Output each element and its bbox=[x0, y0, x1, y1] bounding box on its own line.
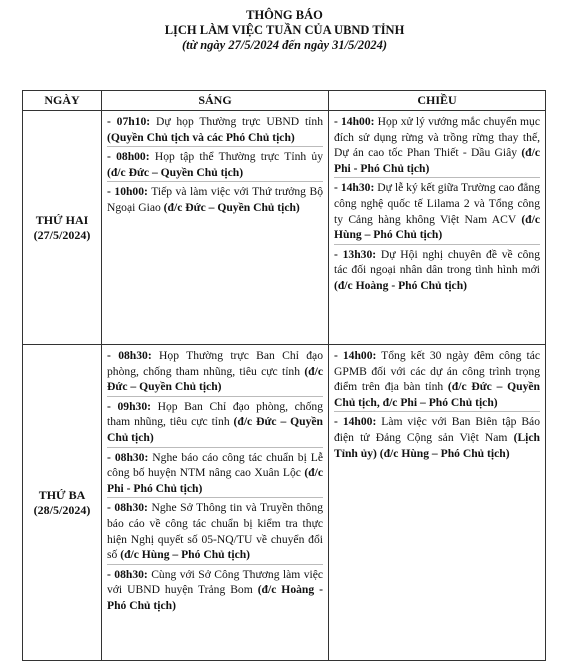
item-time: 14h00: bbox=[342, 349, 377, 362]
schedule-item bbox=[334, 348, 540, 412]
schedule-item bbox=[334, 247, 540, 295]
item-time: 14h00: bbox=[342, 415, 377, 429]
item-responsible: (đ/c Đức – Quyền Chủ tịch) bbox=[107, 165, 244, 179]
schedule-item bbox=[334, 114, 540, 178]
item-text: Dự Hội nghị chuyên đề về công tác đối ngoại nhân dân trong tình hình mới bbox=[334, 247, 540, 277]
item-time: 08h30: bbox=[114, 501, 148, 515]
item-time: 08h00: bbox=[116, 150, 150, 164]
item-bullet: - bbox=[107, 150, 117, 164]
item-bullet: - bbox=[334, 247, 343, 261]
day-cell bbox=[23, 111, 102, 345]
item-time: 13h30: bbox=[342, 247, 377, 261]
item-text: Cùng với Sở Công Thương làm việc với UBND huyện Trảng Bom bbox=[107, 567, 323, 597]
document-header bbox=[0, 0, 569, 53]
item-responsible: (Quyền Chủ tịch và các Phó Chủ tịch) bbox=[107, 130, 295, 144]
item-time: 09h30: bbox=[117, 399, 151, 413]
item-bullet: - bbox=[107, 450, 115, 464]
day-date: (27/5/2024) bbox=[33, 227, 91, 242]
day-cell bbox=[23, 345, 102, 661]
column-header-afternoon: CHIỀU bbox=[329, 91, 546, 111]
item-time: 08h30: bbox=[118, 349, 152, 362]
item-responsible: (đ/c Đức – Quyền Chủ tịch, đ/c Phi – Phó Chủ tịch) bbox=[334, 380, 540, 409]
day-name: THỨ BA bbox=[38, 487, 86, 502]
afternoon-cell bbox=[329, 345, 546, 661]
schedule-item bbox=[334, 180, 540, 244]
schedule-item bbox=[107, 399, 323, 448]
item-time: 08h30: bbox=[114, 450, 149, 464]
item-time: 08h30: bbox=[114, 567, 148, 581]
item-responsible: (Lịch Tỉnh ủy) (đ/c Hùng – Phó Chủ tịch) bbox=[334, 430, 540, 460]
item-time: 10h00: bbox=[114, 185, 148, 199]
item-text: Họp Thường trực Ban Chỉ đạo phòng, chống tham nhũng, tiêu cực tỉnh bbox=[107, 349, 324, 378]
item-responsible: (đ/c Hùng – Phó Chủ tịch) bbox=[334, 212, 540, 242]
item-text: Dự lễ ký kết giữa Trường cao đẳng công nghệ quốc tế Lilama 2 và Tổng công ty Cảng hàng không Việt Nam ACV bbox=[334, 181, 541, 226]
schedule-item bbox=[334, 414, 540, 462]
item-bullet: - bbox=[107, 349, 119, 362]
item-time: 07h10: bbox=[116, 115, 151, 128]
table-header-row bbox=[23, 91, 546, 111]
item-responsible: (đ/c Đức – Quyền Chủ tịch) bbox=[107, 364, 323, 394]
morning-cell bbox=[102, 111, 329, 345]
schedule-item bbox=[107, 567, 323, 615]
item-bullet: - bbox=[107, 501, 115, 515]
item-text: Làm việc với Ban Biên tập Báo điện tử Đảng Cộng sản Việt Nam bbox=[334, 415, 541, 444]
item-bullet: - bbox=[334, 415, 343, 429]
day-row bbox=[23, 111, 546, 345]
item-bullet: - bbox=[107, 399, 118, 413]
schedule-table bbox=[22, 90, 546, 661]
item-text: Tổng kết 30 ngày đêm công tác GPMB đối với các dự án công trình trọng điểm trên địa bàn tỉnh bbox=[334, 349, 540, 394]
item-text: Họp tập thể Thường trực Tỉnh ủy bbox=[149, 150, 323, 164]
item-bullet: - bbox=[107, 185, 115, 199]
item-responsible: (đ/c Phi - Phó Chủ tịch) bbox=[334, 146, 540, 175]
item-text: Nghe Sở Thông tin và Truyền thông báo cáo về công tác chuẩn bị kiểm tra thực hiện Nghị quyết số 05-NQ/TU về chuyển đổi số bbox=[107, 501, 323, 562]
schedule-item bbox=[107, 450, 323, 499]
item-time: 14h30: bbox=[340, 181, 375, 195]
schedule-item bbox=[107, 149, 323, 182]
item-responsible: (đ/c Đức – Quyền Chủ tịch) bbox=[163, 200, 300, 214]
item-bullet: - bbox=[107, 115, 117, 128]
item-text: Tiếp và làm việc với Thứ trưởng Bộ Ngoại Giao bbox=[107, 185, 323, 214]
notice-title: THÔNG BÁO bbox=[246, 8, 323, 22]
day-name: THỨ HAI bbox=[35, 212, 89, 227]
schedule-title: LỊCH LÀM VIỆC TUẦN CỦA UBND TỈNH bbox=[164, 23, 405, 37]
column-header-day: NGÀY bbox=[23, 91, 102, 111]
item-text: Họp xử lý vướng mắc chuyển mục đích sử dụng rừng và trồng rừng thay thế, Dự án cao tốc Phan Thiết - Dầu Giây bbox=[334, 115, 540, 160]
schedule-item bbox=[107, 500, 323, 564]
item-responsible: (đ/c Hoàng - Phó Chủ tịch) bbox=[107, 583, 323, 612]
item-text: Họp Ban Chỉ đạo phòng, chống tham nhũng, tiêu cực tỉnh bbox=[107, 399, 323, 429]
schedule-item bbox=[107, 114, 323, 147]
item-bullet: - bbox=[334, 349, 343, 362]
item-bullet: - bbox=[334, 115, 341, 128]
item-responsible: (đ/c Hoàng - Phó Chủ tịch) bbox=[334, 278, 468, 292]
day-date: (28/5/2024) bbox=[33, 502, 91, 517]
item-text: Dự họp Thường trực UBND tỉnh bbox=[150, 115, 324, 128]
schedule-item bbox=[107, 184, 323, 216]
column-header-morning: SÁNG bbox=[102, 91, 329, 111]
item-responsible: (đ/c Đức – Quyền Chủ tịch) bbox=[107, 415, 323, 444]
item-time: 14h00: bbox=[341, 115, 375, 128]
item-bullet: - bbox=[107, 567, 115, 581]
item-text: Nghe báo cáo công tác chuẩn bị Lễ công bố huyện NTM nâng cao Xuân Lộc bbox=[107, 450, 324, 480]
item-responsible: (đ/c Hùng – Phó Chủ tịch) bbox=[120, 548, 251, 562]
schedule-item bbox=[107, 348, 323, 397]
afternoon-cell bbox=[329, 111, 546, 345]
item-bullet: - bbox=[334, 181, 341, 195]
morning-cell bbox=[102, 345, 329, 661]
item-responsible: (đ/c Phi - Phó Chủ tịch) bbox=[107, 466, 323, 495]
date-range: (từ ngày 27/5/2024 đến ngày 31/5/2024) bbox=[181, 38, 388, 52]
day-row bbox=[23, 345, 546, 661]
